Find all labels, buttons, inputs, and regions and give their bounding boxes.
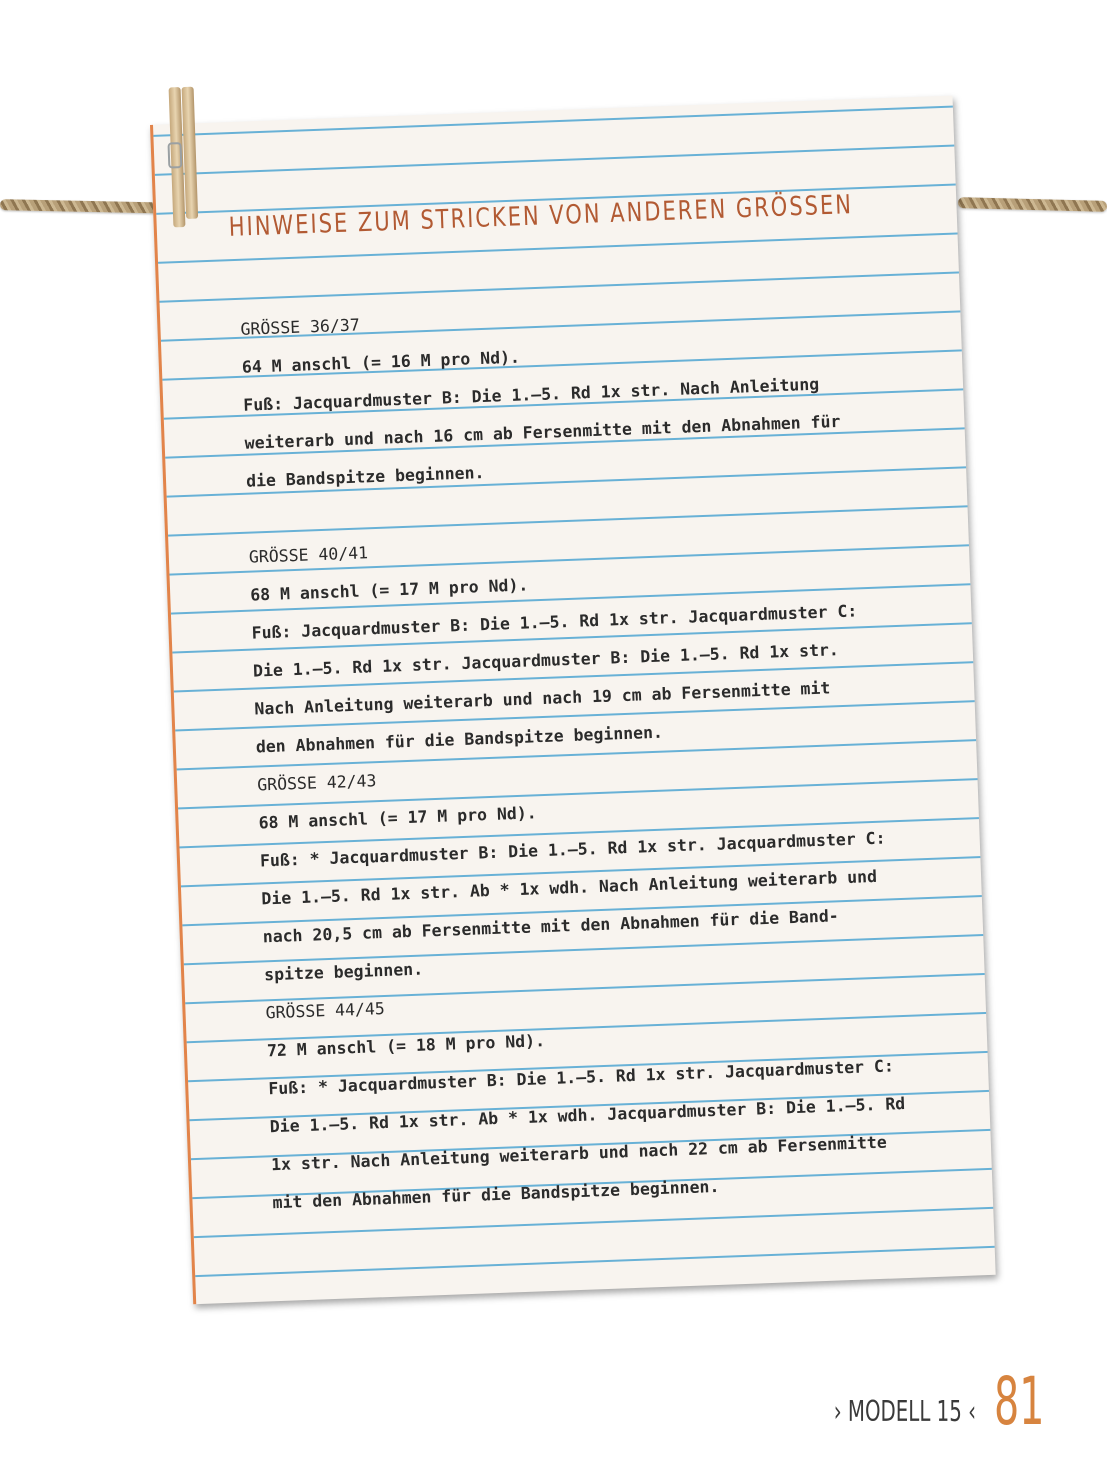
text-line: mit den Abnahmen für die Bandspitze beginnen. bbox=[272, 1176, 720, 1213]
text-line: Fuß: * Jacquardmuster B: Die 1.–5. Rd 1x str. Jacquardmuster C: bbox=[268, 1056, 895, 1099]
section-size-44-45 bbox=[265, 962, 993, 1216]
page-number: 81 bbox=[994, 1363, 1045, 1440]
section-size-36-37 bbox=[240, 278, 966, 494]
text-line: Die 1.–5. Rd 1x str. Ab * 1x wdh. Jacquardmuster B: Die 1.–5. Rd bbox=[269, 1093, 906, 1137]
clothespin-icon bbox=[169, 87, 200, 228]
text-line: Fuß: Jacquardmuster B: Die 1.–5. Rd 1x str. Nach Anleitung bbox=[242, 374, 820, 415]
model-label: › MODELL 15 ‹ bbox=[833, 1396, 976, 1429]
section-title: GRÖSSE 40/41 bbox=[248, 543, 369, 567]
text-line: den Abnahmen für die Bandspitze beginnen. bbox=[255, 722, 664, 757]
section-title: GRÖSSE 44/45 bbox=[265, 998, 386, 1023]
text-line: 68 M anschl (= 17 M pro Nd). bbox=[249, 575, 529, 605]
page-footer bbox=[833, 1363, 1045, 1440]
text-line: Fuß: Jacquardmuster B: Die 1.–5. Rd 1x str. Jacquardmuster C: bbox=[251, 601, 858, 643]
note-paper bbox=[150, 96, 996, 1305]
text-line: weiterarb und nach 16 cm ab Fersenmitte mit den Abnahmen für bbox=[244, 411, 841, 453]
text-line: Die 1.–5. Rd 1x str. Jacquardmuster B: Die 1.–5. Rd 1x str. bbox=[252, 640, 840, 681]
text-line: 72 M anschl (= 18 M pro Nd). bbox=[266, 1031, 546, 1061]
text-line: Die 1.–5. Rd 1x str. Ab * 1x wdh. Nach Anleitung weiterarb und bbox=[261, 866, 878, 909]
text-line: die Bandspitze beginnen. bbox=[245, 462, 485, 491]
section-title: GRÖSSE 42/43 bbox=[256, 771, 377, 795]
text-line: nach 20,5 cm ab Fersenmitte mit den Abnahmen für die Band- bbox=[262, 906, 839, 947]
text-line: 68 M anschl (= 17 M pro Nd). bbox=[258, 803, 537, 833]
page-heading: HINWEISE ZUM STRICKEN VON ANDEREN GRÖSSEN bbox=[228, 189, 854, 243]
section-size-42-43 bbox=[256, 734, 984, 988]
text-line: Fuß: * Jacquardmuster B: Die 1.–5. Rd 1x str. Jacquardmuster C: bbox=[259, 828, 886, 871]
rope-right bbox=[958, 197, 1107, 212]
text-line: Nach Anleitung weiterarb und nach 19 cm ab Fersenmitte mit bbox=[254, 678, 831, 719]
text-line: 64 M anschl (= 16 M pro Nd). bbox=[241, 347, 521, 377]
section-size-40-41 bbox=[248, 506, 976, 760]
text-line: spitze beginnen. bbox=[263, 959, 424, 985]
section-title: GRÖSSE 36/37 bbox=[240, 315, 361, 339]
text-line: 1x str. Nach Anleitung weiterarb und nach 22 cm ab Fersenmitte bbox=[270, 1132, 888, 1175]
